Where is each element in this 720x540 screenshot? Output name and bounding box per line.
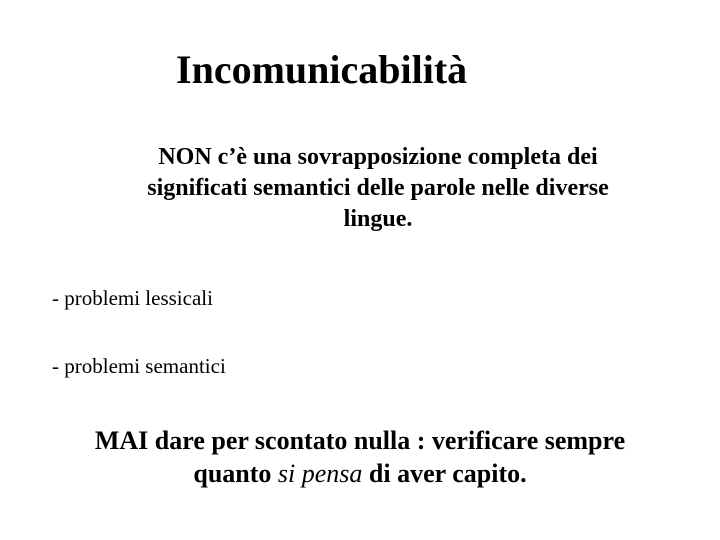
statement-line-3: lingue.: [343, 206, 413, 232]
bullet-lexical-problems: - problemi lessicali: [52, 286, 213, 310]
conclusion-text-before: quanto: [193, 459, 278, 488]
conclusion-line-2: [60, 457, 660, 490]
conclusion-italic-text: si pensa: [277, 459, 363, 488]
bullet-semantic-problems: - problemi semantici: [52, 354, 226, 378]
slide-title: Incomunicabilità: [176, 47, 468, 92]
conclusion-line-1: MAI dare per scontato nulla : verificare sempre: [94, 426, 626, 455]
main-statement: [100, 142, 656, 235]
conclusion-text-after: di aver capito.: [362, 459, 527, 488]
statement-line-2: significati semantici delle parole nelle diverse: [147, 175, 609, 201]
conclusion: [60, 424, 660, 490]
statement-line-1: NON c’è una sovrapposizione completa dei: [158, 144, 598, 170]
